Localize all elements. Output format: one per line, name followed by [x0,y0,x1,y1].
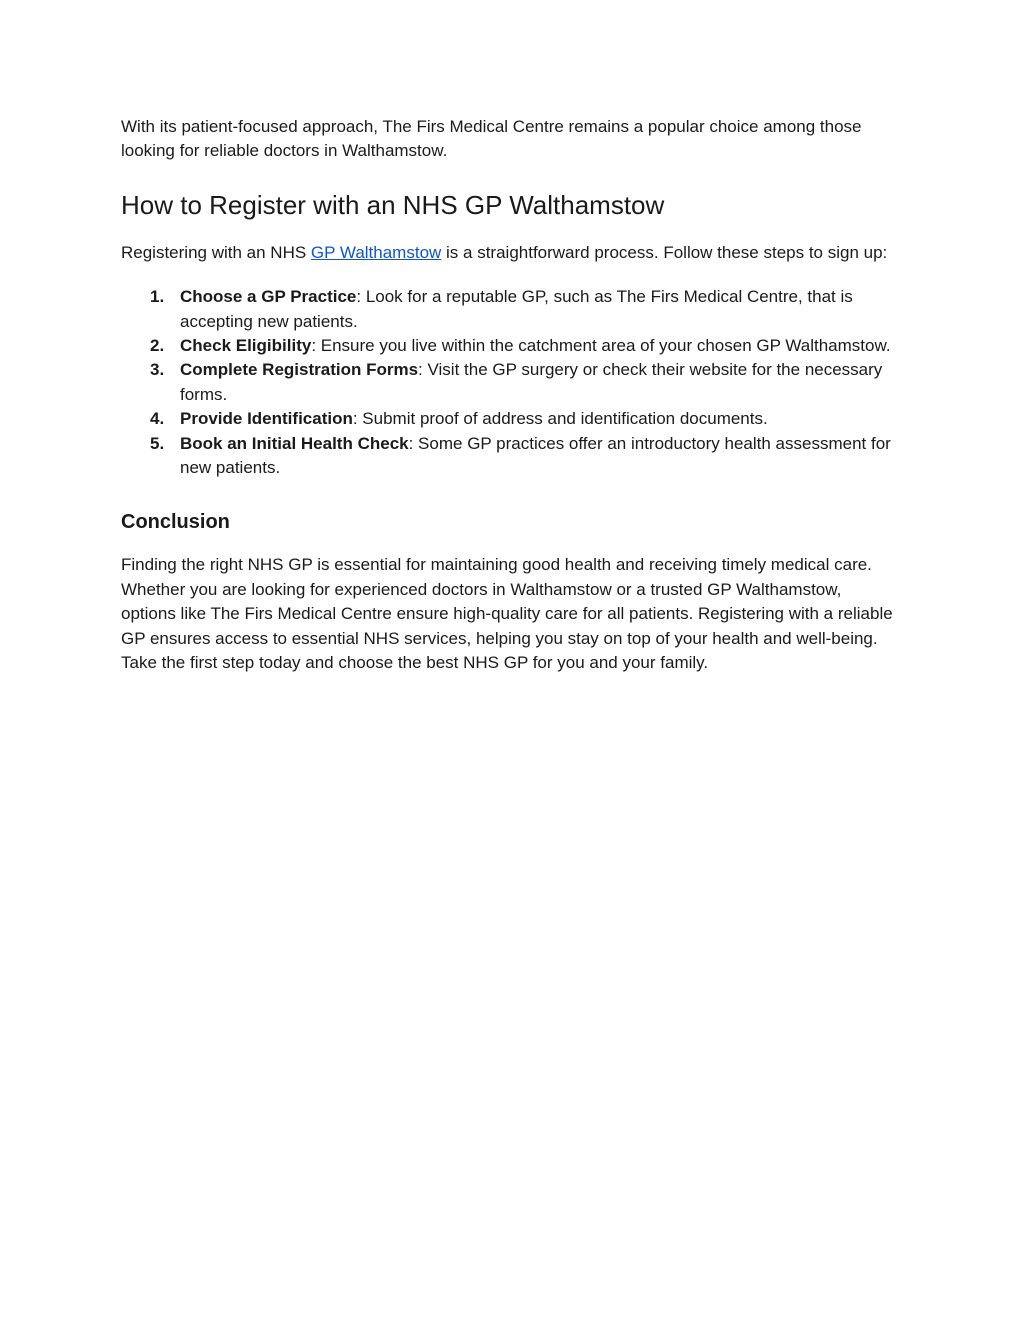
register-intro-paragraph [121,241,893,265]
step-description: : Visit the GP surgery or check their website for the necessary forms. [180,360,883,404]
step-number: 4. [150,409,165,429]
step-term: Check Eligibility [180,336,312,356]
step-description: : Submit proof of address and identification documents. [352,409,768,429]
step-term: Complete Registration Forms [180,360,419,380]
step-number: 1. [150,287,165,307]
register-intro-before: Registering with an NHS [121,242,311,262]
step-description: : Look for a reputable GP, such as The Firs Medical Centre, that is accepting new patients. [180,287,853,331]
list-item [150,285,893,334]
list-item [150,358,893,407]
step-description: : Some GP practices offer an introductory health assessment for new patients. [180,433,891,478]
step-description: : Ensure you live within the catchment area of your chosen GP Walthamstow. [311,336,891,356]
list-item [150,407,893,431]
conclusion-heading: Conclusion [121,511,230,534]
step-term: Choose a GP Practice [180,287,357,307]
register-intro-after: is a straightforward process. Follow these steps to sign up: [441,242,888,262]
intro-paragraph: With its patient-focused approach, The Firs Medical Centre remains a popular choice among those looking for reliable doctors in Walthamstow. [121,117,862,161]
gp-walthamstow-link[interactable]: GP Walthamstow [310,242,442,262]
step-number: 3. [150,360,165,380]
step-term: Book an Initial Health Check [180,433,409,453]
registration-steps-list [121,285,893,480]
list-item [150,432,893,481]
document-page [121,115,893,676]
step-term: Provide Identification [180,409,353,429]
conclusion-paragraph: Finding the right NHS GP is essential for maintaining good health and receiving timely medical care. Whether you are looking for experienced doctors in Walthamstow or a trusted GP Walthamstow, options like The Firs Medical Centre ensure high-quality care for all patients. Registering with a reliable GP ensures access to essential NHS services, helping you stay on top of your health and well-being. Take the first step today and choose the best NHS GP for you and your family. [121,555,893,673]
step-number: 2. [150,336,165,356]
register-heading: How to Register with an NHS GP Walthamstow [121,189,665,220]
step-number: 5. [150,433,165,453]
list-item [150,334,893,358]
